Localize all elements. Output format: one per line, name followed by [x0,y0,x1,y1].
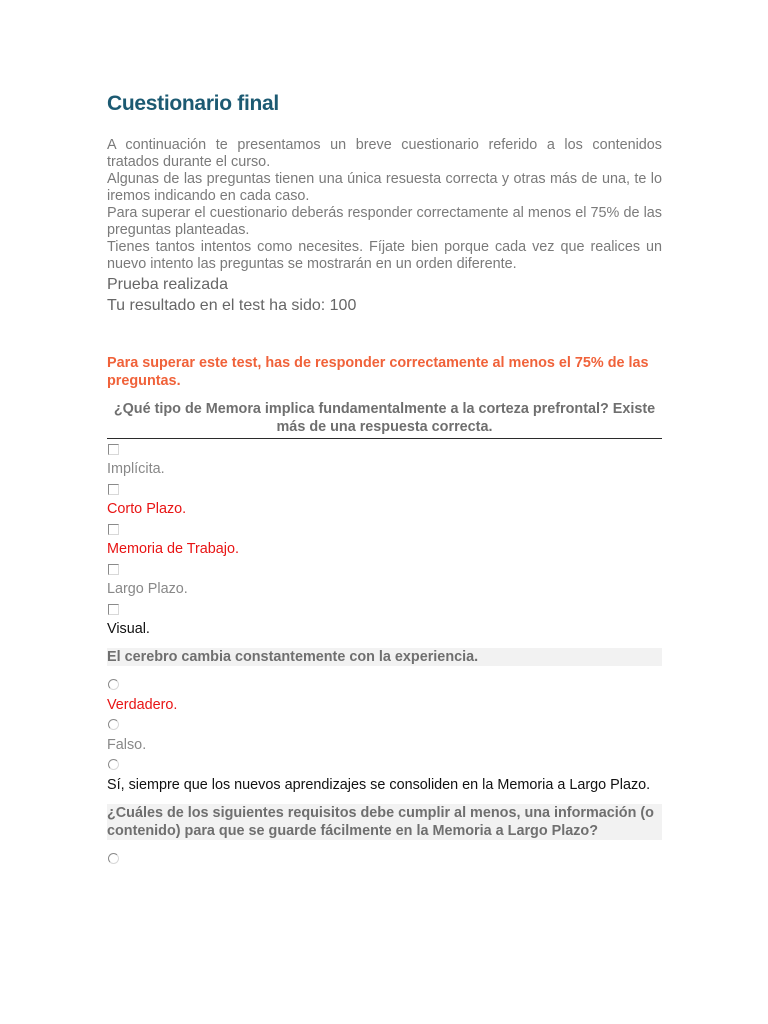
intro-text [107,137,662,273]
radio-verdadero[interactable] [108,679,119,690]
radio-falso[interactable] [108,719,119,730]
option-label-correct: Verdadero. [107,697,178,713]
option-checkbox-row [107,599,662,619]
spacer [107,666,662,675]
option-label: Largo Plazo. [107,581,188,597]
intro-paragraph: Algunas de las preguntas tienen una única resuesta correcta y otras más de una, te lo iremos indicando en cada caso. [107,171,662,204]
checkbox-largo-plazo[interactable] [108,564,119,575]
checkbox-implicita[interactable] [108,444,119,455]
pass-requirement-warning: Para superar este test, has de responder correctamente al menos el 75% de las preguntas. [107,355,649,389]
option-label-correct: Corto Plazo. [107,501,187,517]
test-done-status: Prueba realizada [107,276,228,293]
question-1-text: ¿Qué tipo de Memora implica fundamentalmente a la corteza prefrontal? Existe más de una respuesta correcta. [107,400,662,439]
checkbox-corto-plazo[interactable] [108,484,119,495]
test-result: Tu resultado en el test ha sido: 100 [107,297,357,314]
radio-si-siempre[interactable] [108,759,119,770]
option-checkbox-row [107,479,662,499]
option-label: Falso. [107,737,147,753]
radio-option-1[interactable] [108,853,119,864]
option-checkbox-row [107,559,662,579]
question-2-text: El cerebro cambia constantemente con la experiencia. [107,648,662,666]
checkbox-visual[interactable] [108,604,119,615]
spacer [107,840,662,849]
page-title: Cuestionario final [107,92,279,115]
checkbox-memoria-de-trabajo[interactable] [108,524,119,535]
option-label-correct: Memoria de Trabajo. [107,541,239,557]
option-radio-row [107,849,662,869]
intro-paragraph: Tienes tantos intentos como necesites. Fíjate bien porque cada vez que realices un nuevo intento las preguntas se mostrarán en un orden diferente. [107,239,662,272]
question-3-text: ¿Cuáles de los siguientes requisitos debe cumplir al menos, una información (o contenido) para que se guarde fácilmente en la Memoria a Largo Plazo? [107,804,662,840]
intro-paragraph: Para superar el cuestionario deberás responder correctamente al menos el 75% de las preguntas planteadas. [107,205,662,238]
option-checkbox-row [107,439,662,459]
intro-paragraph: A continuación te presentamos un breve cuestionario referido a los contenidos tratados durante el curso. [107,137,662,170]
option-radio-row [107,675,662,695]
option-radio-row [107,755,662,775]
option-checkbox-row [107,519,662,539]
quiz-content [107,90,662,869]
option-radio-row [107,715,662,735]
option-label: Sí, siempre que los nuevos aprendizajes se consoliden en la Memoria a Largo Plazo. [107,777,651,793]
option-label: Visual. [107,621,150,637]
option-label: Implícita. [107,461,165,477]
